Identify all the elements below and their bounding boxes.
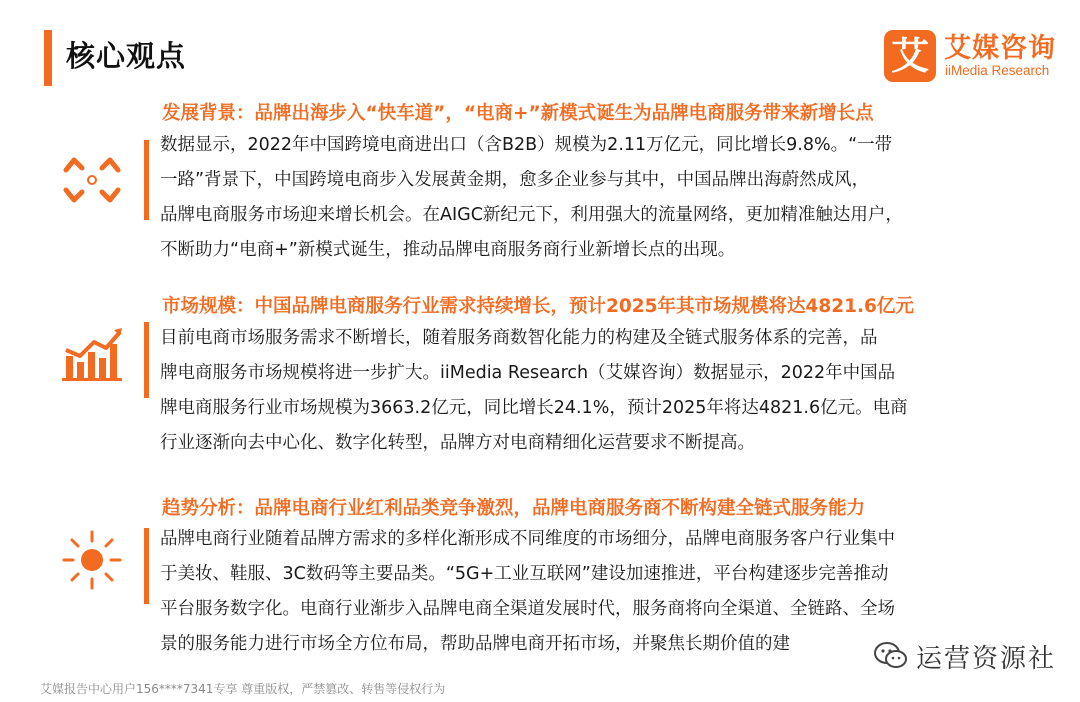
watermark-text: 运营资源社 — [916, 643, 1057, 674]
scatter-arrows-icon — [60, 150, 124, 210]
logo-name-en: iiMedia Research — [945, 63, 1050, 78]
body-line: 一路”背景下，中国跨境电商步入发展黄金期，愈多企业参与其中，中国品牌出海蔚然成风， — [160, 170, 870, 190]
body-line: 牌电商服务市场规模将进一步扩大。iiMedia Research（艾媒咨询）数据显示，2022年中国品 — [160, 363, 896, 383]
page-title: 核心观点 — [66, 39, 187, 73]
body-line: 目前电商市场服务需求不断增长，随着服务商数智化能力的构建及全链式服务体系的完善，品 — [160, 328, 878, 348]
body-line: 景的服务能力进行市场全方位布局，帮助品牌电商开拓市场，并聚焦长期价值的建 — [160, 634, 790, 654]
section-body-background — [160, 128, 1020, 268]
growth-chart-icon — [62, 326, 124, 382]
logo-name-cn: 艾媒咨询 — [944, 33, 1056, 64]
body-line: 行业逐渐向去中心化、数字化转型，品牌方对电商精细化运营要求不断提高。 — [160, 433, 755, 453]
iimedia-logo — [884, 26, 1064, 86]
section-heading-market: 市场规模：中国品牌电商服务行业需求持续增长，预计2025年其市场规模将达4821.6亿元 — [162, 296, 914, 317]
body-line: 不断助力“电商+”新模式诞生，推动品牌电商服务商行业新增长点的出现。 — [160, 240, 736, 260]
section-bar-trend — [144, 528, 149, 604]
section-bar-market — [144, 322, 149, 398]
copyright-note: 艾媒报告中心用户156****7341专享 尊重版权，严禁篡改、转售等侵权行为 — [40, 682, 446, 696]
body-line: 于美妆、鞋服、3C数码等主要品类。“5G+工业互联网”建设加速推进，平台构建逐步完善推动 — [160, 564, 889, 584]
section-body-market — [160, 321, 1020, 461]
section-heading-trend: 趋势分析：品牌电商行业红利品类竞争激烈，品牌电商服务商不断构建全链式服务能力 — [162, 498, 866, 519]
body-line: 品牌电商服务市场迎来增长机会。在AIGC新纪元下，利用强大的流量网络，更加精准触达用户， — [160, 205, 903, 225]
body-line: 品牌电商行业随着品牌方需求的多样化渐形成不同维度的市场细分，品牌电商服务客户行业集中 — [160, 529, 895, 549]
wechat-watermark — [868, 636, 1062, 676]
logo-mark: 艾 — [884, 30, 936, 82]
body-line: 牌电商服务行业市场规模为3663.2亿元，同比增长24.1%，预计2025年将达4821.6亿元。电商 — [160, 398, 908, 418]
wechat-icon — [874, 641, 908, 671]
sun-icon — [60, 528, 124, 592]
section-bar-background — [144, 140, 149, 220]
title-accent-bar — [44, 30, 52, 86]
body-line: 平台服务数字化。电商行业渐步入品牌电商全渠道发展时代，服务商将向全渠道、全链路、全场 — [160, 599, 895, 619]
section-heading-background: 发展背景：品牌出海步入“快车道”，“电商+”新模式诞生为品牌电商服务带来新增长点 — [162, 103, 874, 124]
body-line: 数据显示，2022年中国跨境电商进出口（含B2B）规模为2.11万亿元，同比增长9.8%。“一带 — [160, 135, 893, 155]
